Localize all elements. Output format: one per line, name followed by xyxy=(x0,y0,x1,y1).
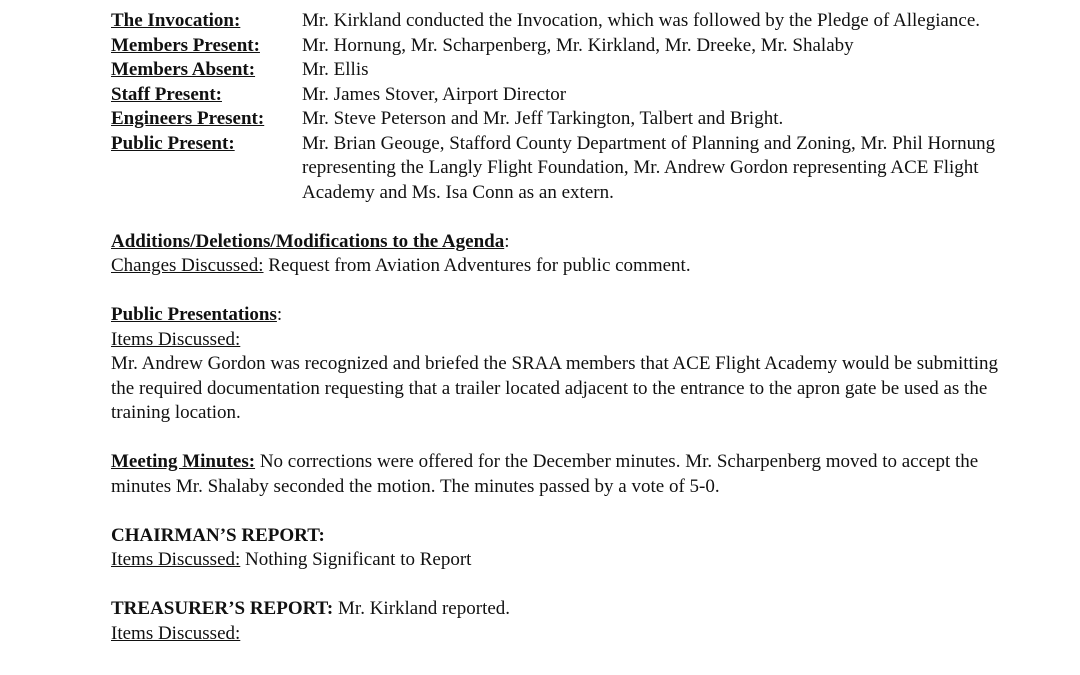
chairman-report-heading: CHAIRMAN’S REPORT: xyxy=(111,524,325,546)
engineers-present-text: Mr. Steve Peterson and Mr. Jeff Tarkington, Talbert and Bright. xyxy=(302,108,784,129)
presentations-section xyxy=(111,303,1011,426)
chairman-items-line xyxy=(111,548,1011,573)
agenda-changes-label: Changes Discussed: xyxy=(111,255,264,276)
presentations-heading: Public Presentations xyxy=(111,304,277,325)
treasurer-report-heading: TREASURER’S REPORT: xyxy=(111,598,334,619)
presentations-items-label: Items Discussed: xyxy=(111,328,241,350)
meeting-minutes-text: No corrections were offered for the December minutes. Mr. Scharpenberg moved to accept the minutes Mr. Shalaby seconded the motion. The minutes passed by a vote of 5-0. xyxy=(111,451,979,497)
staff-present-label: Staff Present: xyxy=(111,83,222,105)
meeting-minutes-section xyxy=(111,450,1011,499)
minutes-page xyxy=(111,9,1011,646)
meeting-minutes-paragraph xyxy=(111,450,1011,499)
members-absent-text: Mr. Ellis xyxy=(302,59,369,80)
invocation-label: The Invocation: xyxy=(111,10,241,31)
chairman-items-text: Nothing Significant to Report xyxy=(240,549,472,570)
public-present-label: Public Present: xyxy=(111,132,235,154)
members-present-label: Members Present: xyxy=(111,34,260,56)
attendance-block xyxy=(111,9,1011,205)
agenda-changes-text: Request from Aviation Adventures for public comment. xyxy=(263,255,691,276)
chairman-report-section xyxy=(111,524,1011,573)
engineers-present-label: Engineers Present: xyxy=(111,108,265,129)
members-present-text: Mr. Hornung, Mr. Scharpenberg, Mr. Kirkland, Mr. Dreeke, Mr. Shalaby xyxy=(302,34,854,56)
agenda-section xyxy=(111,230,1011,279)
invocation-text: Mr. Kirkland conducted the Invocation, which was followed by the Pledge of Allegiance. xyxy=(302,10,981,31)
chairman-items-label: Items Discussed: xyxy=(111,549,241,570)
public-present-text: Mr. Brian Geouge, Stafford County Department of Planning and Zoning, Mr. Phil Hornung representing the Langly Flight Foundation, Mr. Andrew Gordon representing ACE Flight Academy and Ms. Isa Conn as an extern. xyxy=(302,132,996,203)
treasurer-items-label: Items Discussed: xyxy=(111,622,241,644)
presentations-heading-colon: : xyxy=(276,304,283,325)
meeting-minutes-heading: Meeting Minutes: xyxy=(111,451,256,472)
presentations-heading-line xyxy=(111,303,1011,328)
treasurer-report-section xyxy=(111,597,1011,646)
presentations-body: Mr. Andrew Gordon was recognized and briefed the SRAA members that ACE Flight Academy would be submitting the required documentation requesting that a trailer located adjacent to the entrance to the apron gate be used as the training location. xyxy=(111,353,999,423)
agenda-changes-line xyxy=(111,254,1011,279)
treasurer-heading-line xyxy=(111,597,1011,622)
agenda-heading-line xyxy=(111,230,1011,255)
treasurer-report-text: Mr. Kirkland reported. xyxy=(333,598,511,619)
agenda-heading: Additions/Deletions/Modifications to the Agenda xyxy=(111,230,505,252)
agenda-heading-colon: : xyxy=(504,230,510,252)
members-absent-label: Members Absent: xyxy=(111,59,256,80)
staff-present-text: Mr. James Stover, Airport Director xyxy=(302,83,567,105)
